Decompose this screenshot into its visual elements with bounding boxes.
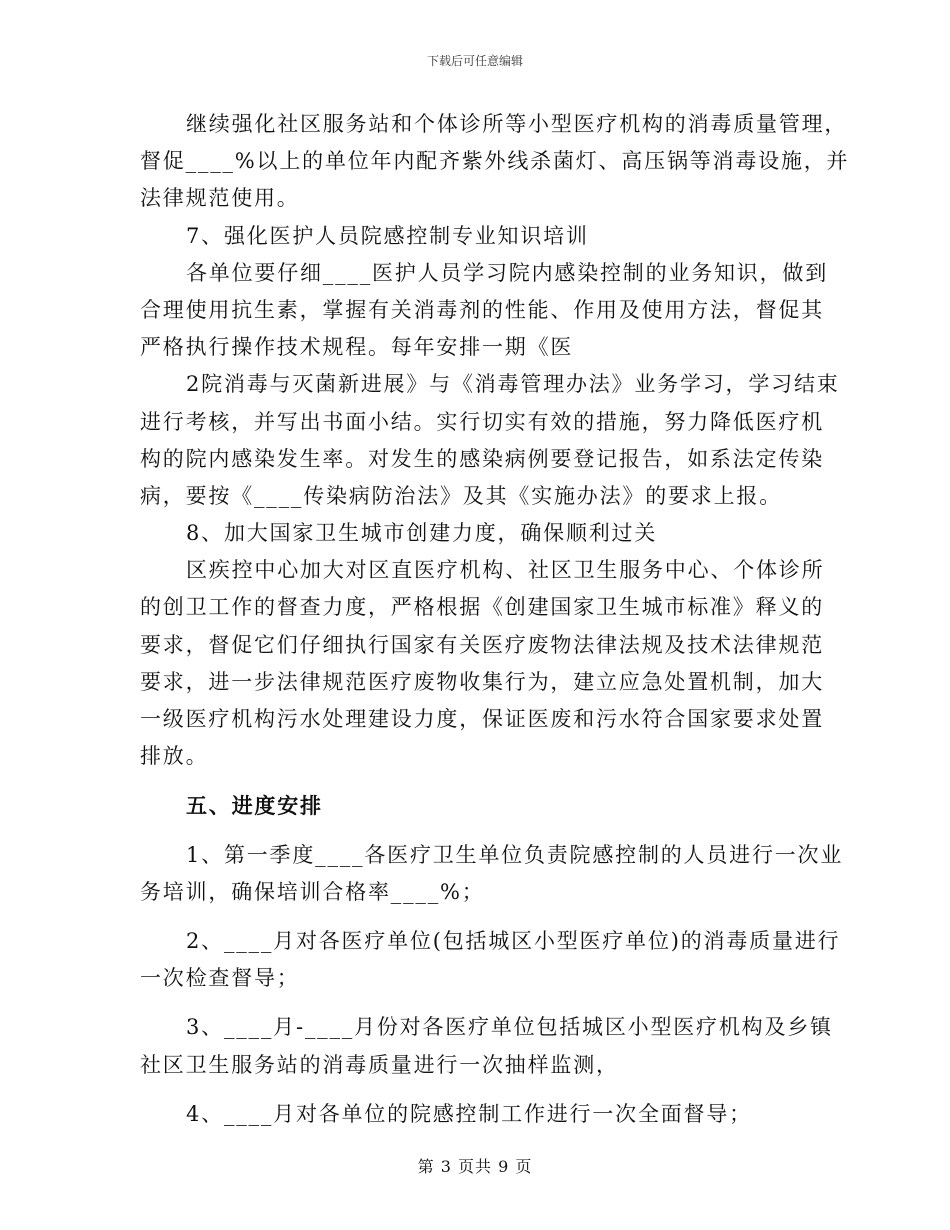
page-number-footer: 第 3 页共 9 页 <box>417 1157 533 1176</box>
text-line: 7、强化医护人员院感控制专业知识培训 <box>186 223 589 248</box>
section-heading: 五、进度安排 <box>186 793 323 819</box>
text-line: 病，要按《____传染病防治法》及其《实施办法》的要求上报。 <box>140 483 782 508</box>
paragraph-spacer <box>140 1084 815 1096</box>
paragraph-spacer <box>140 911 815 923</box>
text-line: 社区卫生服务站的消毒质量进行一次抽样监测， <box>140 1052 619 1077</box>
text-line: 务培训，确保培训合格率____%； <box>140 879 485 904</box>
text-line: 继续强化社区服务站和个体诊所等小型医疗机构的消毒质量管理， <box>186 112 848 136</box>
text-line: 各单位要仔细____医护人员学习院内感染控制的业务知识，做到 <box>186 260 828 285</box>
text-line: 8、加大国家卫生城市创建力度，确保顺利过关 <box>186 521 658 546</box>
text-line: 2、____月对各医疗单位(包括城区小型医疗单位)的消毒质量进行 <box>186 928 841 953</box>
document-body <box>140 106 850 1133</box>
paragraph-spacer <box>140 997 815 1009</box>
text-line: 的创卫工作的督查力度，严格根据《创建国家卫生城市标准》释义的 <box>140 595 824 620</box>
text-line: 构的院内感染发生率。对发生的感染病例要登记报告，如系法定传染 <box>140 446 824 471</box>
text-line: 2院消毒与灭菌新进展》与《消毒管理办法》业务学习，学习结束 <box>186 372 840 397</box>
text-line: 一级医疗机构污水处理建设力度，保证医废和污水符合国家要求处置 <box>140 707 824 731</box>
text-line: 3、____月-____月份对各医疗单位包括城区小型医疗机构及乡镇 <box>186 1015 833 1040</box>
text-line: 法律规范使用。 <box>140 186 300 211</box>
text-line: 4、____月对各单位的院感控制工作进行一次全面督导； <box>186 1101 752 1126</box>
paragraph-spacer <box>140 825 815 837</box>
text-line: 合理使用抗生素，掌握有关消毒剂的性能、作用及使用方法，督促其 <box>140 297 824 322</box>
text-line: 严格执行操作技术规程。每年安排一期《医 <box>140 335 574 360</box>
text-line: 一次检查督导； <box>140 966 300 991</box>
paragraph-spacer <box>140 775 815 787</box>
text-line: 排放。 <box>140 744 209 769</box>
text-line: 要求，督促它们仔细执行国家有关医疗废物法律法规及技术法律规范 <box>140 632 824 657</box>
text-line: 督促____%以上的单位年内配齐紫外线杀菌灯、高压锅等消毒设施，并 <box>140 149 850 174</box>
page-header-note: 下载后可任意编辑 <box>426 54 523 68</box>
text-line: 要求，进一步法律规范医疗废物收集行为，建立应急处置机制，加大 <box>140 669 824 694</box>
text-line: 区疾控中心加大对区直医疗机构、社区卫生服务中心、个体诊所 <box>186 558 825 583</box>
text-line: 1、第一季度____各医疗卫生单位负责院感控制的人员进行一次业 <box>186 842 844 867</box>
text-line: 进行考核，并写出书面小结。实行切实有效的措施，努力降低医疗机 <box>140 409 824 434</box>
